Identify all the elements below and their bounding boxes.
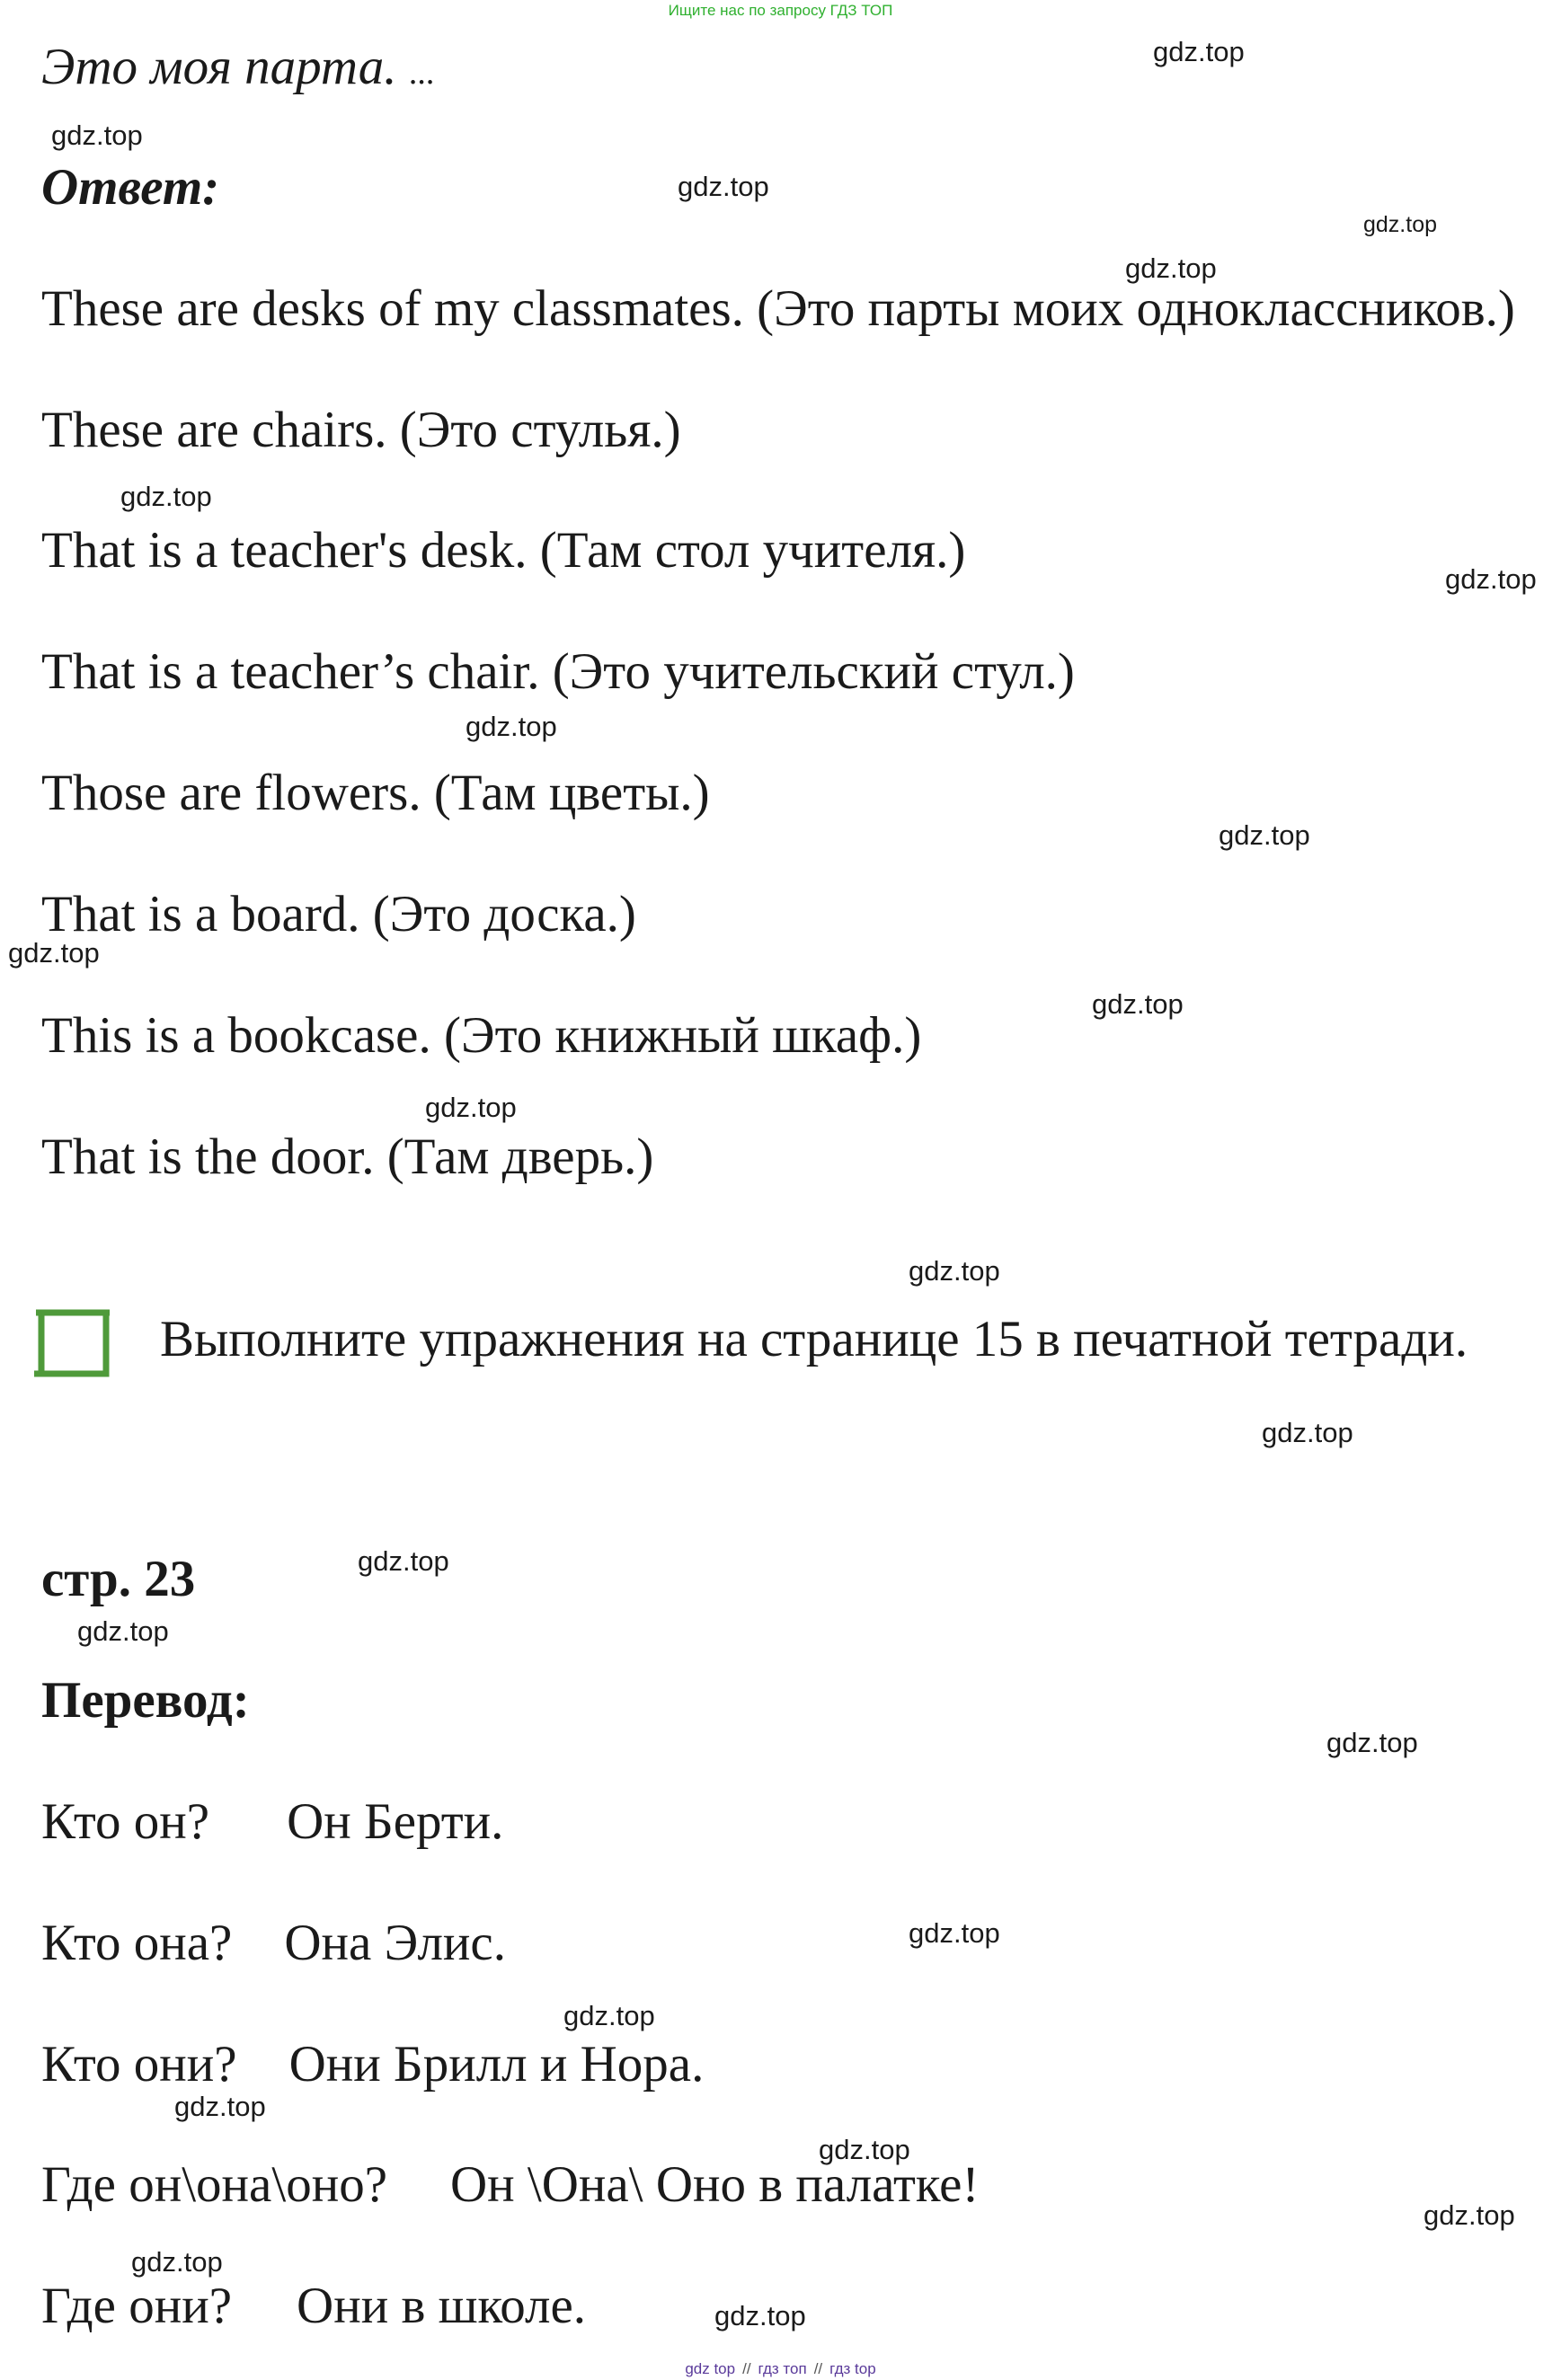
footer-links: [0, 2360, 1561, 2378]
watermark: gdz.top: [1219, 819, 1310, 851]
watermark: gdz.top: [678, 171, 769, 202]
footer-link[interactable]: гдз топ: [758, 2360, 807, 2377]
watermark: gdz.top: [51, 119, 143, 151]
answer-line: Those are flowers. (Там цветы.): [41, 765, 710, 821]
page-heading: стр. 23: [41, 1551, 196, 1607]
watermark: gdz.top: [466, 711, 557, 742]
reply: Они Брилл и Нора.: [288, 2036, 705, 2092]
footer-separator: //: [813, 2360, 823, 2377]
reply: Она Элис.: [284, 1915, 506, 1971]
task-line: [41, 40, 435, 96]
watermark: gdz.top: [819, 2134, 910, 2165]
notebook-icon: [32, 1307, 110, 1379]
translation-line: [41, 1916, 506, 1972]
answer-line: These are desks of my classmates. (Это парты моих одноклассников.): [41, 280, 1515, 337]
watermark: gdz.top: [1092, 988, 1184, 1020]
question: Кто он?: [41, 1793, 210, 1850]
watermark: gdz.top: [425, 1092, 517, 1123]
translation-label: Перевод:: [41, 1672, 250, 1729]
watermark: gdz.top: [1153, 36, 1245, 67]
watermark: gdz.top: [909, 1255, 1000, 1287]
watermark: gdz.top: [563, 2000, 655, 2031]
answer-line: This is a bookcase. (Это книжный шкаф.): [41, 1007, 922, 1064]
task-text: Это моя парта.: [41, 39, 397, 95]
watermark: gdz.top: [358, 1545, 449, 1577]
answer-line: These are chairs. (Это стулья.): [41, 402, 681, 458]
watermark: gdz.top: [8, 937, 100, 969]
top-banner[interactable]: Ищите нас по запросу ГДЗ ТОП: [668, 2, 893, 19]
answer-line: That is the door. (Там дверь.): [41, 1128, 654, 1185]
question: Где он\она\оно?: [41, 2156, 388, 2213]
watermark: gdz.top: [714, 2300, 806, 2331]
reply: Они в школе.: [297, 2278, 587, 2334]
translation-line: [41, 1794, 503, 1851]
watermark: gdz.top: [174, 2091, 266, 2122]
answer-line: That is a teacher’s chair. (Это учительский стул.): [41, 643, 1075, 700]
answer-line: That is a board. (Это доска.): [41, 886, 636, 942]
question: Кто она?: [41, 1915, 233, 1971]
translation-line: [41, 2037, 704, 2093]
answer-label: Ответ:: [41, 159, 220, 216]
watermark: gdz.top: [1363, 212, 1438, 237]
watermark: gdz.top: [1424, 2199, 1515, 2231]
footer-separator: //: [742, 2360, 751, 2377]
question: Кто они?: [41, 2036, 237, 2092]
watermark: gdz.top: [1262, 1417, 1353, 1448]
answer-line: That is a teacher's desk. (Там стол учителя.): [41, 522, 966, 579]
watermark: gdz.top: [909, 1917, 1000, 1949]
watermark: gdz.top: [1125, 252, 1217, 284]
watermark: gdz.top: [120, 481, 212, 512]
footer-link[interactable]: gdz top: [685, 2360, 736, 2377]
watermark: gdz.top: [77, 1615, 169, 1647]
reply: Он Берти.: [287, 1793, 504, 1850]
footer-link[interactable]: гдз top: [829, 2360, 876, 2377]
watermark: gdz.top: [1326, 1727, 1418, 1758]
reply: Он \Она\ Оно в палатке!: [450, 2156, 980, 2213]
task-ellipsis: ...: [409, 54, 436, 92]
translation-line: [41, 2278, 586, 2335]
workbook-note: Выполните упражнения на странице 15 в печатной тетради.: [160, 1311, 1468, 1367]
watermark: gdz.top: [1445, 563, 1537, 595]
watermark: gdz.top: [131, 2246, 223, 2278]
question: Где они?: [41, 2278, 233, 2334]
